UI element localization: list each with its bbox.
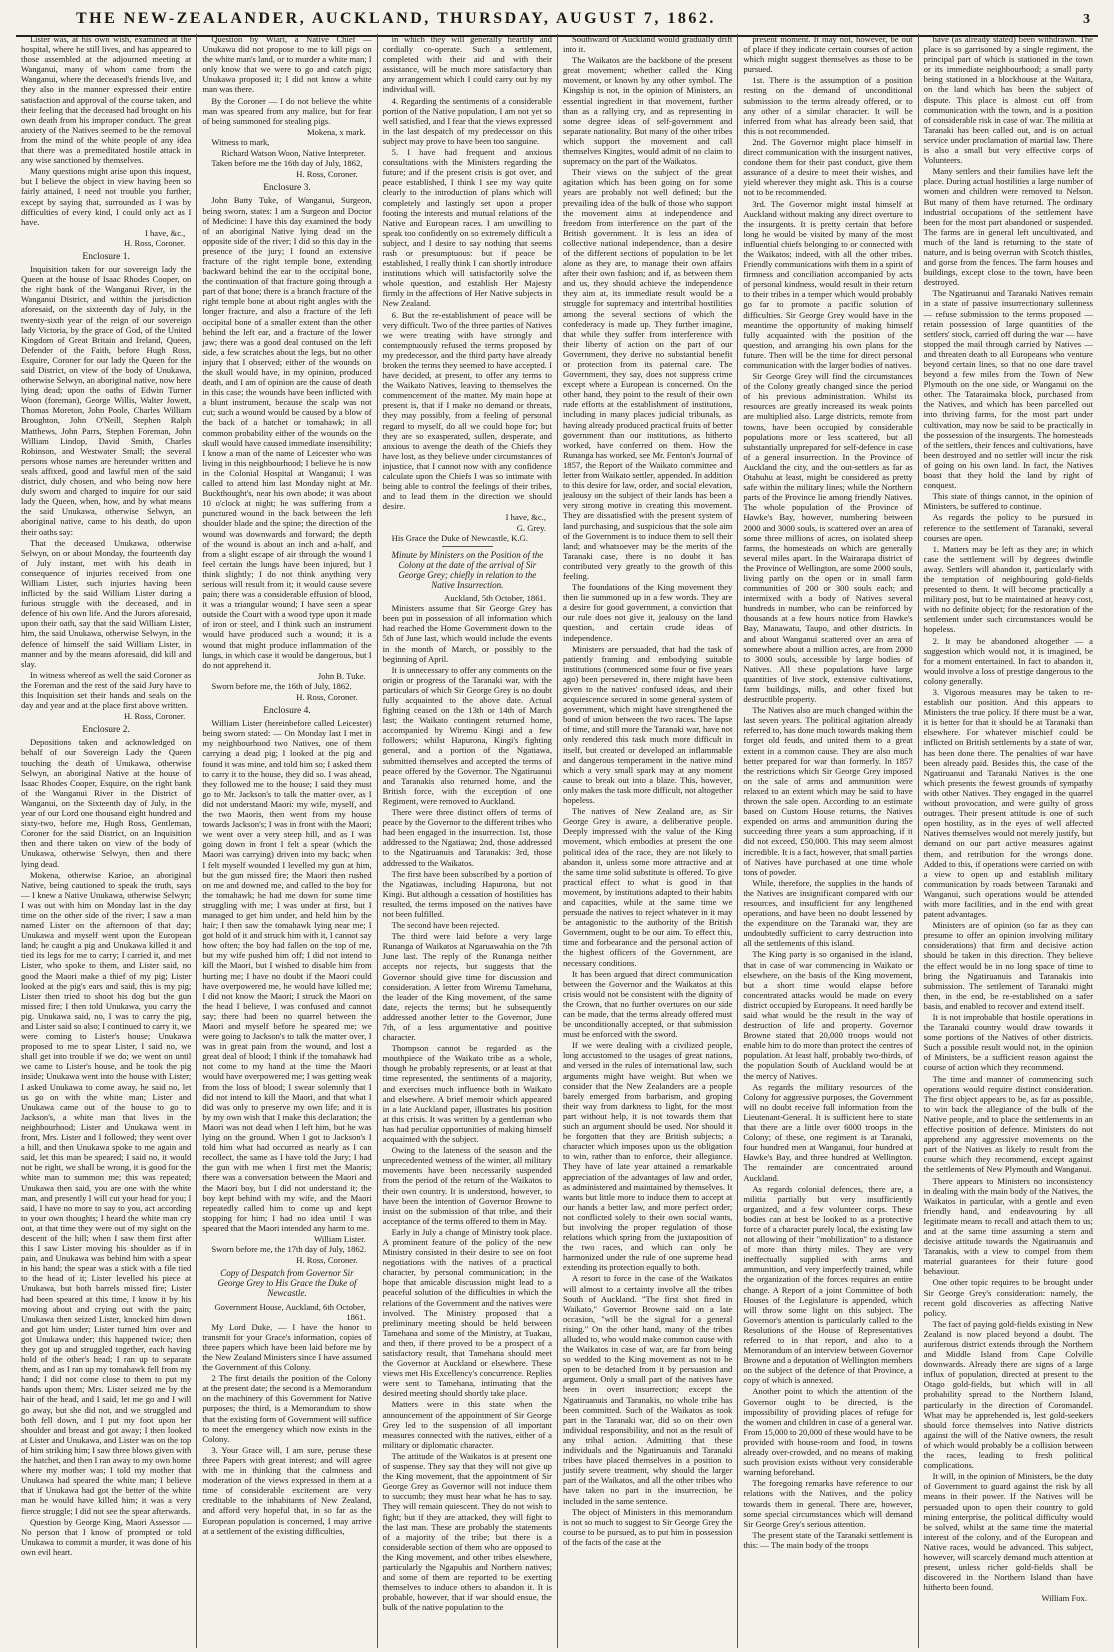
signature: William Fox. [1041,1593,1087,1604]
paragraph: 5. I have had frequent and anxious consultations with the Ministers regarding the future; and if the present crisis is got over, and peace established, I think I see my way quite clearly to the introduction of plans which will completely and lastingly set upon a proper footing the interests and mutual relations of the Native and European races. I am unwilling to speak too confidently on so extremely difficult a subject, and I desire to say nothing that seems rash or presumptuous: but if peace be established, I really think I can shortly introduce institutions which will satisfactorily solve the whole question, and establish Her Majesty firmly in the affections of Her Native subjects in New Zealand. [382,147,552,309]
paragraph: The Ngatiruanui and Taranaki Natives remain in a state of passive insurrectionary sullenness — refuse submission to the terms proposed — retain possession of large quantities of the settlers' stock, carried off during the war — have stopped the mail through carried by Natives — and threaten death to all Europeans who venture beyond certain lines, so that no one dare travel beyond a few miles from the Town of New Plymouth on the one side, or Wanganui on the other. The Tataraimaka block, purchased from the Natives, and which has been parcelled out into thriving farms, for the most part under cultivation, may now be said to be practically in the possession of the insurgents. The homesteads of the settlers, their fences and cultivations, have been destroyed and no settler will incur the risk of going on his own land. In fact, the Natives boast that they hold the land by right of conquest. [923,288,1093,491]
paragraph: Sworn before me, the 16th of July, 1862. [211,680,352,691]
paragraph: in which they will generally heartily and cordially co-operate. Such a settlement, completed with their aid and with their assistance, will be much more satisfactory than any arrangement which I could carry out by my individual will. [382,34,552,95]
paragraph: The Waikatos are the backbone of the present great movement; whether called the King movement, or known by any other symbol. The Kingship is not, in the opinion of Ministers, an essential ingredient in that movement, further than as a rallying cry, and as representing in some degree ideas of self-government and separate nationality. But many of the other tribes which support the movement and call themselves Kingites, would admit of no claim to supremacy on the part of the Waikatos. [562,55,733,167]
paragraph: 3. Vigorous measures may be taken to re-establish our position. And this appears to Ministers the true policy. If there must be a war, it is better for that it should be at Taranaki than elsewhere. For whatever mischief could be inflicted on British settlements by a state of war, has been done there. The penalties of war have been already paid. Besides this, the case of the Ngatiruanui and Taranaki Natives is the one which presents the fewest grounds of sympathy with other Natives. They engaged in the quarrel without provocation, and were guilty of gross outrages. Their present attitude is one of such open hostility, as in the eyes of well affected Natives themselves would not merely justify, but demand on our part active measures against them, and retribution for the wrongs done. Added to this, if operations were carried on with a view to open up and establish military communication by roads between Taranaki and Wanganui, such operations would be attended with more facilities, and in the end with great patent advantages. [923,687,1093,920]
paragraph: Depositions taken and acknowledged on behalf of our Sovereign Lady the Queen touching the death of Unukawa, otherwise Selwyn, an aboriginal Native at the house of Isaac Rhodes Cooper, Esquire, on the right bank of the Wanganui River in the District of Wanganui, on the Sixteenth day of July, in the year of our Lord one thousand eight hundred and sixty-two, before me, Hugh Ross, Gentleman, Coroner for the said District, on an Inquisition then and there taken on view of the body of Unukawa, otherwise Selwyn, then and there lying dead. [21,737,192,869]
paragraph: William Lister (hereinbefore called Leicester) being sworn stated: — On Monday last I met in my neighbourhood two Natives, one of them carrying a dead pig; I looked at the pig and found it was mine, and told him so; I asked them to carry it to the house, they did so. I was ahead, they followed me to the house; I said they must go to Mr. Jackson's to talk the matter over, as I did not understand Maori: my wife, myself, and the two Maoris, then went from my house towards Jackson's; I was in front with the Maori; we went over a very steep hill, and as I was going down in front I felt a spear (which the Maori was carrying) driven into my back; when I felt myself wounded I levelled my gun at him, but the gun missed fire; the Maori then rushed on me and downed me, and called to the boy for the tomahawk; he had me down for some time struggling with me; I was under at first, but I managed to get him under, and held him by the hair; I then saw the tomahawk lying near me; I got hold of it and struck him with it, I cannot say how often; the boy had fallen on the top of me, but my wife pushed him off; I did not intend to kill the Maori, but I wished to disable him from hurting me; I have no doubt if the Maori could have overpowered me, he would have killed me; I did not know the Maori; I struck the Maori on the head I believe, I was confused and cannot say; there had been no quarrel between the Maori and myself before he speared me; we were going to Jackson's to talk the matter over, I was in great pain from the wound, and lost a great deal of blood; I think if the tomahawk had not come to my hand at the time the Maori would have overpowered me; I was getting weak from the loss of blood; I swear solemnly that I did not intend to kill the Maori, and that what I did was only to preserve my own life; and it is by my own wish that I make this declaration; the Maori was not dead when I left him, but he was lying on the ground. When I got to Jackson's I told him what had occurred as nearly as I can recollect, the same as I have told the Jury; I had the gun with me when I first met the Maoris; there was a conversation between the Maori and the Maori boy, but I did not understand it; the boy kept behind with my wife, and the Maori repeatedly called him to come up and kept stopping for him; I had no idea until I was speared that the Maori intended any harm to me. [202,718,372,1233]
paragraph: 1st. There is the assumption of a position resting on the demand of unconditional submission to the terms already offered, or to any other of a similar character. It will be inferred from what has already been said, that this is not recommended. [743,75,913,136]
column-4 [557,34,737,1648]
column-1 [16,34,196,1648]
paragraph: My Lord Duke, — I have the honor to transmit for your Grace's information, copies of three papers which have been laid before me by the New Zealand Ministers since I have assumed the Government of this Colony. [202,1321,372,1373]
paragraph: Lister was, at his own wish, examined at the hospital, where he still lives, and has appeared to those assembled at the adjourned meeting at Wanganui, many of whom came from the Wanganui, where the deceased's friends live, and they also in the manner expressed their entire satisfaction and approval of the course taken, and their feeling that the deceased had brought on his own death from his improper conduct. The great anxiety of the Natives seemed to be the removal from the mind of the white people of any idea that there was a premeditated hostile attack in any wise sanctioned by themselves. [21,34,192,166]
paragraph: As regards the military resources of the Colony for aggressive purposes, the Government will no doubt receive full information from the Lieutenant-General. It is sufficient here to state that there are a little over 6000 troops in the Colony; of these, one regiment is at Taranaki, four hundred men at Wanganui, four hundred at Hawke's Bay, and three hundred at Wellington. The remainder are concentrated around Auckland. [743,1081,913,1183]
paragraph: The King party is so organised in the island, that in case of war commencing in Waikato or elsewhere, on the basis of the King movement, but a short time would elapse before concentrated attacks would be made on every district occupied by Europeans. It need hardly be said what would be the result in the way of destruction of life and property. Governor Browne stated that 20,000 troops would not enable him to do more than protect the centres of population. At least half, probably two-thirds, of the population South of Auckland would be at the mercy of Natives. [743,949,913,1081]
paragraph: The time and manner of commencing such operations would require distinct consideration. The first object appears to be, as far as possible, to win back the allegiance of the bulk of the Native people, and to place the settlements in an effective position of defence. Ministers do not apprehend any aggressive movements on the part of the Natives as likely to result from the course which they recommend, except against the settlements of New Plymouth and Wanganui. [923,1073,1093,1175]
page-number: 3 [1083,12,1090,27]
signature: H. Ross, Coroner. [123,237,186,248]
paragraph: 2 The first details the position of the Colony at the present date; the second is a Memorandum on the machinery of this Government for Native purposes; the third, is a Memorandum to show that the existing form of Government will suffice to meet the emergency which now exists in the Colony. [202,1373,372,1444]
paragraph: It has been argued that direct communication between the Governor and the Waikatos at this crisis would not be consistent with the dignity of the Crown, that no further overtures on our side can be made, that the terms already offered must be unconditionally accepted, or that submission must be enforced with the sword. [562,968,733,1040]
paragraph: The natives of New Zealand are, as Sir George Grey is aware, a deliberative people. Deeply impressed with the value of the King movement, which embodies at present the one political idea of the race, they are not likely to abandon it, unless some more attractive and at the same time solid substitute is offered. To give practical effect to what is good in that movement, by institutions adapted to their habits and capacities, while at the same time we persuade the natives to reject whatever in it may be antagonistic to the authority of the British Government, ought to be our aim. To effect this, time and forbearance and the personal action of the highest officers of the Government, are necessary conditions. [562,806,733,968]
paragraph: Another point to which the attention of the Governor ought to be directed, is the impossibility of providing places of refuge for the women and children in case of a general war. From 15,000 to 20,000 of these would have to be provided with house-room and food, in towns already over-crowded, and no means of making such provision exists without very considerable warning beforehand. [743,1386,913,1478]
paragraph: have (as already stated) been withdrawn. The place is so garrisoned by a single regiment, the principal part of which is stationed in the town or its immediate neighbourhood; a small party being stationed in a blockhouse at the Waitara, on the land which has been the subject of dispute. This place is almost cut off from communication with the town, and is a position of considerable risk in case of war. The militia at Taranaki has been called out, and is on actual service under proclamation of martial law. There is also a small but very effective corps of Volunteers. [923,34,1093,166]
paragraph: His Grace the Duke of Newcastle, K.G. [391,532,528,543]
document-heading: Copy of Despatch from Governor Sir George Grey to His Grace the Duke of Newcastle. [217,1268,357,1299]
paragraph: While, therefore, the supplies in the hands of the Natives are insignificant compared with our resources, and insufficient for any lengthened operations, and have been no doubt lessened by the expenditure on the Taranaki war, they are undoubtedly sufficient to carry destruction into all the settlements of this island. [743,877,913,949]
section-heading: Enclosure 3. [263,183,311,194]
paragraph: This state of things cannot, in the opinion of Ministers, be suffered to continue. [923,491,1093,512]
paragraph: Mokena, otherwise Karioe, an aboriginal Native, being cautioned to speak the truth, says — I knew a Native Unukawa, otherwise Selwyn; I was out with him on Monday last in the day time on the other side of the river; I saw a man named Lister on the afternoon of that day; Unukawa and myself went upon the European land; he caught a pig and Unukawa killed it and tied its legs for me to carry; I carried it, and met Lister, who spoke to them, and Lister said, no good the Maori make a thief of my pig; Lister looked at the pig's ears and said, this is my pig; Lister then tried to shoot his dog but the gun missed fire; I then told Unukawa, you carry the pig. Unukawa said, no, I was to carry the pig, and Lister said so also; I continued to carry it, we were coming to Lister's house; Unukawa proposed to me to spear Lister, I said no, we shall get into trouble if we do; we went on until we came to Lister's house, and he took the pig inside; Unukawa went into the house with Lister; I asked Unukawa to come away, he said no, let us go on with the white man; Lister and Unukawa came out of the house to go to Jackson's, a white man that lives in the neighbourhood; Lister and Unukawa went in front, Mrs. Lister and I followed; they went over a hill, and then Unukawa spoke to me again and said, let this man be speared; I said no, it would not be right, we shall be wrong, it is good for the white man to summon me; this was repeated; Unukawa then said, you are one with the white man, and presently I will cut your head for you; I said, I have no more to say to you, act according to your own thoughts; I heard the white man cry out, at that time they were out of my sight on the descent of the hill; when I saw them first after this I saw Lister moving his shoulder as if in pain, and Unukawa was behind him with a spear in his hand; the spear was a stick with a file tied to the head of it; Lister levelled his piece at Unukawa, but both barrels missed fire; Lister had been speared at this time, I know it by his moving about and crying out with the pain; Unukawa then seized Lister, knocked him down and got him under; Lister turned him over and got Unukawa under; this happened twice; then they got up and struggled together, each having hold of the other's head; I ran up to separate them, and as I ran up my tomahawk fell from my hand; I did not come close to them to put my hands upon them; Mrs. Lister seized me by the hair of the head, and I said, let me go and I will go away, but she did not, and we struggled and both fell down, and I put my foot upon her shoulder and breast and got away; I then looked at Lister and Unukawa, and Lister was on the top of him striking him; I saw three blows given with the hatchet, and then I ran away to my own home where my mother was; I told my mother that Unukawa had speared the white man; I believe that if Unukawa had got the better of the white man he would have killed him; it was a very fierce struggle; I did not see the spear afterwards. [21,869,192,1516]
paragraph: The Natives also are much changed within the last seven years. The political agitation already referred to, has done much towards making them forget old feuds, and united them to a great extent in a common cause. They are also much better prepared for war than formerly. In 1857 the restrictions which Sir George Grey imposed on the sale of arms and ammunition were relaxed to an extent which may be said to have thrown the sale open. According to an estimate based on Custom House returns, the Natives expended on arms and ammunition during the succeeding three years a sum approaching, if it did not exceed, £50,000. This may seem almost incredible. It is a fact, however, that small parties of Natives have purchased at one time whole tons of powder. [743,705,913,877]
paragraph: The fact of paying gold-fields existing in New Zealand is now placed beyond a doubt. The auriferous district extends through the Northern and Middle Island from Cape Colville downwards. Already there are signs of a large influx of population, directed at present to the Otago gold-fields, but which will in all probability spread to the Northern Island, particularly in the direction of Coromandel. What may be apprehended is, lest gold-seekers should force themselves into Native districts against the will of the Native owners, the result of which would probably be a collision between the races, leading to fresh political complications. [923,1318,1093,1471]
paragraph: Matters were in this state when the announcement of the appointment of Sir George Grey led to the suspension of all important measures connected with the natives, either of a military or diplomatic character. [382,1399,552,1450]
paragraph: Question by Wiari, a Native Chief — Unukawa did not propose to me to kill pigs on the white man's land, or to murder a white man; I only know that we were to go and catch pigs; Unukawa proposed it; I did not know a white man was there. [202,34,372,95]
paragraph: It is not improbable that hostile operations in the Taranaki country would draw towards it some portions of the Natives of other districts. Such a possible result would not, in the opinion of Ministers, be a sufficient reason against the course of action which they recommend. [923,1012,1093,1073]
paragraph: 1. Matters may be left as they are; in which case the settlement will by degrees dwindle away. Settlers will abandon it, particularly with the temptation of neighbouring gold-fields presented to them. It will become practically a military post, but to be maintained at heavy cost, with no definite object; for the restoration of the settlement under such circumstances would be hopeless. [923,543,1093,635]
section-rule [442,546,493,547]
paragraph: Many questions might arise upon this inquest, but I believe the object in view having been so fairly attained, I need not trouble you further, except by saying that, surrounded as I was by difficulties of every kind, I could only act as I have. [21,166,192,227]
paragraph: Ministers assume that Sir George Grey has been put in possession of all information which had reached the Home Government down to the 5th of June last, which would include the events in the month of March, or possibly to the beginning of April. [382,603,552,664]
section-heading: Enclosure 2. [82,725,130,736]
paragraph: The third were laid before a very large Runanga of Waikatos at Ngaruawahia on the 7th June last. The reply of the Runanga neither accepts nor rejects, but suggests that the Governor should give time for discussion and consideration. A letter from Wiremu Tamehana, the leader of the King movement, of the same date, rejects the terms; but he subsequently addressed another letter to the Governor, June 7th, of a less argumentative and positive character. [382,931,552,1043]
paragraph: There were three distinct offers of terms of peace by the Governor to the different tribes who had been engaged in the insurrection. 1st, those addressed to the Ngatiawa; 2nd, those addressed to the Ngatiruanuis and Taranakis: 3rd, those addressed to the Waikatos. [382,807,552,868]
attestation: H. Ross, Coroner. [296,692,358,702]
paragraph: Thompson cannot be regarded as the mouthpiece of the Waikato tribe as a whole, though he probably represents, or at least at that time represented, the sentiments of a majority, and exercises much influence both in Waikato and elsewhere. A brief memoir which appeared in a late Auckland paper, illustrates his position at this crisis. It was written by a gentleman who has had peculiar opportunities of making himself acquainted with the subject. [382,1043,552,1145]
paragraph: Question by George King, Maori Assessor — No person that I know of prompted or told Unukawa to commit a murder, it was done of his own evil heart. [21,1516,192,1557]
paragraph: 2nd. The Governor might place himself in direct communication with the insurgent natives, condone them for their past conduct, give them assurance of a desire to meet their wishes, and yield wherever they might ask. This is a course not to be recommended. [743,136,913,198]
paragraph: Ministers are of opinion (so far as they can presume to offer an opinion involving military considerations) that firm and decisive action should be taken in this direction. They believe the effect would be in no long space of time to bring the Ngatiruanuis and Taranakis into submission. The settlement of Taranaki might then, in the end, be re-established on a safer basis, and enabled to recover and extend itself. [923,920,1093,1011]
column-5 [737,34,917,1648]
paragraph: There appears to Ministers no inconsistency in dealing with the main body of the Natives, the Waikatos in particular, with a gentle and even friendly hand, and endeavouring by all legitimate means to recall and attach them to us; and at the same time assuming a stern and decisive attitude towards the Ngatiruanuis and Taranakis, with a view to compel from them material guarantees for their future good behaviour. [923,1175,1093,1277]
signature: John B. Tuke. [317,670,366,681]
paragraph: The second have been rejected. [391,920,500,931]
paragraph: 2. It may be abandoned altogether — a suggestion which would not, it is imagined, be for a moment entertained. In fact to abandon it, would involve a loss of prestige dangerous to the colony generally. [923,635,1093,686]
paragraph: It is unnecessary to offer any comments on the origin or progress of the Taranaki war, with the particulars of which Sir George Grey is no doubt fully acquainted to the above date. Actual fighting ceased on the 13th or 14th of March last; the Waikato contingent returned home, accompanied by Wiremu Kingi and a few followers; whilst Hapurona, Kingi's fighting general, and a portion of the Ngatiawa, submitted themselves and accepted the terms of peace offered by the Governor. The Ngatiruanui and Taranakis also returned home, and the British force, with the exception of one Regiment, were removed to Auckland. [382,664,552,806]
masthead [16,6,1098,37]
paragraph: The object of Ministers in this memorandum is not so much to suggest to Sir George Grey the course to be pursued, as to put him in possession of the facts of the case at the [562,1506,733,1547]
attestation: H. Ross, Coroner. [296,1255,358,1266]
paragraph: One other topic requires to be brought under Sir George Grey's consideration: namely, the recent gold discoveries as affecting Native policy. [923,1277,1093,1318]
column-6 [918,34,1098,1648]
masthead-title: THE NEW-ZEALANDER, AUCKLAND, THURSDAY, AUGUST 7, 1862. [76,10,716,27]
paragraph: Inquisition taken for our sovereign lady the Queen at the house of Isaac Rhodes Cooper, on the right bank of the Wanganui River, in the Wanganui District, and within the jurisdiction aforesaid, on the sixteenth day of July, in the twenty-sixth year of the reign of our sovereign lady Victoria, by the grace of God, of the United Kingdom of Great Britain and Ireland, Queen, Defender of the Faith, before Hugh Ross, Esquire, Coroner for our lady the Queen for the said District, on view of the body of Unukawa, otherwise Selwyn, an aboriginal native, now here lying dead; upon the oaths of Edwin Turner Woon (foreman), George Willis, Walter Jowett, Thomas Moreton, John Poole, Charles William Broughton, John O'Neill, Stephen Ralph Matthews, John Parrs, Stephen Foreman, John William Lindop, David Smith, Charles Robinson, and Westwater Small; the several persons whose names are hereunder written and seals affixed, good and lawful men of the said district, duly chosen, and who being now here duly sworn and charged to inquire for our said lady the Queen, when, how, and by what means the said Unukawa, otherwise Selwyn, an aboriginal native, came to his death, do upon their oaths say: [21,264,192,537]
dateline: Auckland, 5th October, 1861. [444,593,546,604]
paragraph: 4. Regarding the sentiments of a considerable portion of the Native population, I am not yet so well satisfied, and I fear that the views expressed in the last despatch of my predecessor on this subject may prove to have been too sanguine. [382,95,552,146]
paragraph: A resort to force in the case of the Waikatos will almost to a certainty involve all the tribes South of Auckland. "The first shot fired in Waikato," Governor Browne said on a late occasion, "will be the signal for a general rising." On the other hand, many of the tribes alluded to, who would make common cause with the Waikatos in case of war, are far from being so wedded to the King movement as not to be open to be detached from it by persuasion and argument. Only a small part of the natives have been in overt insurrection; except the Ngatiruanuis and Taranakis, no whole tribe has been committed. Such of the Waikatos as took part in the Taranaki war, did so on their own individual responsibility, and not as the result of any tribal action. Admitting that these individuals and the Ngatiruanuis and Taranaki tribes have placed themselves in a position to justify severe treatment, why should the larger part of the Waikatos, and all the other tribes who have taken no part in the insurrection, be included in the same sentence. [562,1273,733,1506]
signature: Richard Watson Woon, Native Interpreter. [221,148,366,159]
paragraph: Taken before me the 16th day of July, 1862, [211,158,363,169]
paragraph: John Batty Tuke, of Wanganui, Surgeon, being sworn, states: I am a Surgeon and Doctor of Medicine: I have this day examined the body of an aboriginal Native lying dead on the opposite side of the river; I did so this day in the presence of the jury; I found an extensive fracture of the right temple bone, extending backward behind the ear to the occipital bone, the continuation of that fracture going through a part of that bone; there is a branch fracture of the right temple bone at about right angles with the longer fracture, and also a fracture of the left occipital bone of a smaller extent than the other behind the left ear, and a fracture of the lower jaw; there was a good deal contused on the left side, a few scratches about the legs, but no other injury that I observed; either of the wounds on the skull would have, in my opinion, produced death, and I am of opinion are the cause of death in this case; the wounds have been inflicted with a blunt instrument, because the scalp was not cut; such a wound would be caused by a blow of the back of a hatchet or tomahawk; in all common probability either of the wounds on the skull would have caused immediate insensibility; I know a man of the name of Leicester who was living in this neighbourhood; I believe he is now in the Colonial Hospital at Wanganui; I was called to attend him last Monday night at Mr. Buckthought's, near his own abode; it was about 10 o'clock at night; he was suffering from a punctured wound in the back between the left shoulder blade and the spine; the direction of the wound was downwards and forward; the depth of the wound is about an inch and a-half, and from a slight escape of air through the wound I feel certain the lungs have been injured, but I think slightly; I do not think anything very serious will result from it; it would cause severe pain; there was a considerable effusion of blood, it was a triangular wound; I have seen a spear outside the Court with a wood type upon it made of iron or steel, and I think such an instrument would have produced such a wound; it is a wound that might produce inflammation of the lungs, in which case it would be dangerous, but I do not apprehend it. [202,195,372,670]
dateline: Government House, Auckland, 6th October, 1861. [214,1301,366,1322]
paragraph: Southward of Auckland would gradually drift into it. [562,34,733,55]
signature: Mokena, x mark. [306,126,366,137]
paragraph: Witness to mark, [211,136,270,147]
signature: H. Ross, Coroner. [123,711,186,722]
paragraph: Sworn before me, the 17th day of July, 1862. [211,1244,367,1255]
paragraph: present moment. It may not, however, be out of place if they indicate certain courses of action which might suggest themselves as those to be pursued. [743,34,913,75]
paragraph: The first have been subscribed by a portion of the Ngatiawas, including Hapurona, but not Kingi. But although a cessation of hostilities has resulted, the terms imposed on the natives have not been fulfilled. [382,868,552,919]
paragraph: In witness whereof as well the said Coroner as the Foreman and the rest of the said Jury have to this Inquisition set their hands and seals on the day and year and at the place first above written. [21,669,192,711]
signature: I have, &c., [145,227,186,238]
paragraph: If we were dealing with a civilized people, long accustomed to the usages of great nations, and versed in the rules of international law, such arguments might have weight. But when we consider that the New Zealanders are a people barely emerged from barbarism, and groping their way from darkness to light, for the most part without help, it is not towards them that such an argument should be used. Nor should it be forgotten that they are British subjects; a character which imposes upon us the obligation to win, rather than to enforce, their allegiance. They have of late year attained a remarkable appreciation of the advantages of law and order, as administered and maintained by themselves. It wants but little more to induce them to accept at our hands a better law, and more perfect order; not conflicted solely to their own social wants, but involving the proper regulation of those relations which spring from the juxtaposition of the two races, and which can only be harmonized under the rule of one supreme head extending its protection equally to both. [562,1040,733,1273]
text-columns [16,34,1098,1648]
attestation: H. Ross, Coroner. [296,169,358,180]
paragraph: The foundations of the King movement they then lie summoned up in a few words. They are a desire for good government, a conviction that our rule does not give it, jealousy on the land question, and certain crude ideas of independence. [562,582,733,643]
signature: William Lister. [313,1233,366,1244]
paragraph: Sir George Grey will find the circumstances of the Colony greatly changed since the period of his previous administration. Whilst its resources are greatly increased its weak points are multiplied also. Large districts, remote from towns, have been occupied by considerable populations more or less scattered, but all substantially unprepared for self-defence in case of a general insurrection. In the Province of Auckland the city, and the out-settlers as far as Otahuhu at least, might be considered as pretty safe within the military lines; while the Northern parts of the Province lie among friendly Natives. The whole population of the Province of Hawke's Bay, however, numbering between 2000 and 3000 souls, is scattered over an area of some three millions of acres, on isolated sheep farms, the homesteads on which are generally several miles apart. In the Wairarapa district of the Province of Wellington, are some 2000 souls, living partly on the open or in small farm communities of 200 or 300 souls each; and intermixed with a body of Natives several hundreds in number, who can be reinforced by thousands at a few hours notice from Hawke's Bay, Manawatu, Taupo, and other districts. In and about Wanganui scattered over an area of somewhere about a million acres, are from 2000 to 3000 souls, accessible by large bodies of Natives. All these populations have large quantities of live stock, extensive cultivations, farm buildings, mills, and other fixed but destructible property. [743,371,913,705]
paragraph: As regards the policy to be pursued in reference to the settlement of Taranaki, several courses are open. [923,512,1093,543]
paragraph: Their views on the subject of the great agitation which has been going on for some years are probably not well defined; but the prevailing idea of the bulk of those who support the movement aims at independence and freedom from interference on the part of the British government. It is less an idea of collective national independence, than a desire of the different sections of population to be let alone as they are, to manage their own affairs after their own fashion; and if, as between them and us, they should achieve the independence they aim at, its immediate result would be a struggle for supremacy and intertribal hostilities among the several sections of which the confederacy is made up. They further imagine, that while they suffer from interference with their liberty of action on the part of our Government, they derive no substantial benefit or protection from its paternal care. The Government, they say, does not suppress crime except where a European is concerned. On the other hand, they point to the result of their own rude efforts at the establishment of institutions, including in many places judicial tribunals, as having already produced practical fruits of better government than our institutions, as hitherto worked, have conferred on them. How the Runanga has worked, see Mr. Fenton's Journal of 1857, the Report of the Waikato committee and letter from Waikato settler, appended. In addition to this desire for law, order, and social elevation, jealousy on the subject of their lands has been a very strong motive in creating this movement. They are dissatisfied with the present system of land purchasing, and suspicious that the sole aim of the Government is to induce them to sell their land; and whatsoever may be the merits of the Taranaki case, there is no doubt it has contributed very greatly to the growth of this feeling. [562,167,733,581]
signature: G. Grey. [516,522,546,533]
paragraph: 6. But the re-establishment of peace will be very difficult. Two of the three parties of Natives we were treating with have strongly and contemptuously refused the terms proposed by my predecessor, and the third party have already broken the terms they seemed to have accepted. I have decided, at present, to offer any terms to the Waikato Natives, leaving to themselves the commencement of the matter. My main hope at present is, that if I make no demand or threats, they may possibly, from a feeling of personal regard to myself, do all we could hope for; but they are so exasperated, sullen, desperate, and anxious to avenge the death of the Chiefs they have lost, as they believe under circumstances of injustice, that I cannot now with any confidence calculate upon the Chiefs I was so intimate with being able to control the feelings of their tribes, and to lead them in the direction we should desire. [382,309,552,512]
paragraph: That the deceased Unukawa, otherwise Selwyn, on or about Monday, the fourteenth day of July instant, met with his death in consequence of injuries received from one William Lister, such injuries having been inflicted by the said William Lister during a furious struggle with the deceased, and in defence of his own life. And the Jurors aforesaid, upon their oath, say that the said William Lister, him, the said Unukawa, otherwise Selwyn, in the defence of himself the said William Lister, in manner and by the means aforesaid, did kill and slay. [21,537,192,669]
paragraph: Ministers are persuaded, that had the task of patiently framing and embodying suitable institutions (commenced some four or five years ago) been persevered in, there might have been given to the natives' confused ideas, and their acquiescence secured in some general system of government, which might have strengthened the bond of union between the two races. The lapse of time, and still more the Taranaki war, have not only rendered this task much more difficult in itself, but created or developed an inflammable and dangerous temperament in the native mind which a very small spark may at any moment cause to break out into a blaze. This, however, only makes the task more difficult, not altogether hopeless. [562,643,733,806]
paragraph: 3. Your Grace will, I am sure, peruse these three Papers with great interest; and will agree with me in thinking that the calmness and moderation of the views expressed in them at a time of considerable excitement are very creditable to the inhabitants of New Zealand, and afford very hopeful that, in so far as the European population is concerned, I may arrive at a settlement of the existing difficulties, [202,1444,372,1536]
paragraph: As regards colonial defences, there are, a militia partially but very insufficiently organized, and a few volunteer corps. These bodies can at best be looked to as a protective force of a character purely local, the existing law not allowing of their "mobilization" to a distance of more than thirty miles. They are very ineffectually supplied with arms and ammunition, and very imperfectly trained, while the organization of the forces requires an entire change. A Report of a joint Committee of both Houses of the Legislature is appended, which will throw some light on this subject. The Governor's attention is particularly called to the Resolutions of the House of Representatives referred to in that report, and also to a Memorandum of an interview between Governor Browne and a deputation of Wellington members on the subject of the defence of that Province, a copy of which is annexed. [743,1183,913,1386]
paragraph: The attitude of the Waikatos is at present one of suspense. They say that they will not give up the King movement, that the appointment of Sir George Grey as Governor will not induce them to succumb; they must hear what he has to say. They will remain quiescent. They do not wish to fight; but if they are attacked, they will fight to the last man. These are probably the statements of a majority of the tribe; but there is a considerable section of them who are opposed to the King movement, and other tribes elsewhere, particularly the Ngapuhis and Northern natives; and some of them are reported to be exerting themselves to induce others to abandon it. It is probable, however, that if war should ensue, the bulk of the native population to the [382,1450,552,1613]
paragraph: Owing to the lateness of the season and the unprecedented wetness of the winter, all military movements have been necessarily suspended from the period of the return of the Waikatos to their own country. It is understood, however, to have been the intention of Governor Browne to insist on the submission of that tribe, and their acceptance of the terms offered to them in May. [382,1145,552,1226]
section-heading: Enclosure 1. [82,251,130,262]
paragraph: The present state of the Taranaki settlement is this: — The main body of the troops [743,1529,913,1550]
paragraph: Many settlers and their families have left the place. During actual hostilities a large number of women and children were removed to Nelson. But many of them have returned. The ordinary industrial occupations of the settlement have been for the most part abandoned or suspended. The farms are in general left uncultivated, and much of the land is returning to the state of nature, and is being overrun with Scotch thistles, and gorse from the fences. The farm houses and buildings, except close to the town, have been destroyed. [923,166,1093,288]
section-heading: Enclosure 4. [263,706,311,717]
paragraph: Early in July a change of Ministry took place. A prominent feature of the policy of the new Ministry consisted in their desire to see on foot negotiations with the natives of a practical character, by personal communication; in the hope that amicable discussion might lead to a peaceful solution of the difficulties in which the relations of the Government and the natives were involved. The Ministry proposed that a preliminary meeting should be held between Tamehana and some of the Ministry, at Tuakau, and then, if there proved to be a prospect of a satisfactory result, that Tamehana should meet the Governor at Auckland or elsewhere. These views met His Excellency's concurrence. Replies were sent to Tamehana, intimating that the desired meeting should shortly take place. [382,1226,552,1399]
paragraph: By the Coroner — I do not believe the white man was speared from any malice, but for fear of being summoned for stealing pigs. [202,95,372,126]
column-2 [196,34,376,1648]
signature: I have, &c., [505,512,546,523]
paragraph: 3rd. The Governor might instal himself at Auckland without making any direct overture to the insurgents. It is pretty certain that before long he would be visited by many of the most influential chiefs belonging to or connected with the Waikatos; indeed, with all the other tribes. Friendly communications with them in a spirit of firmness and conciliation accompanied by acts of personal kindness, would result in their return to their tribes in a temper which would probably go far to promote a pacific solution of difficulties. Sir George Grey would have in the meantime the opportunity of making himself fully acquainted with the position of the question, and arranging his own plans for the future. Then will be the time for direct personal communication with the larger bodies of natives. [743,198,913,370]
document-heading: Minute by Ministers on the Position of the Colony at the date of the arrival of Sir George Grey; chiefly in relation to the Native Insurrection. [391,549,544,590]
column-3 [377,34,557,1648]
paragraph: The foregoing remarks have reference to our relations with the Natives, and the policy towards them in general. There are, however, some special circumstances which will demand Sir George Grey's serious attention. [743,1478,913,1529]
paragraph: It will, in the opinion of Ministers, be the duty of Government to guard against the risk by all means in their power. If the Natives will be persuaded upon to open their country to gold mining enterprise, the political difficulty would be solved, whilst at the same time the material interest of the colony, and of the European and Native races, would be advanced. This subject, however, will scarcely demand much attention at present, unless richer gold-fields shall be discovered in the Northern Island than have hitherto been found. [923,1471,1093,1593]
